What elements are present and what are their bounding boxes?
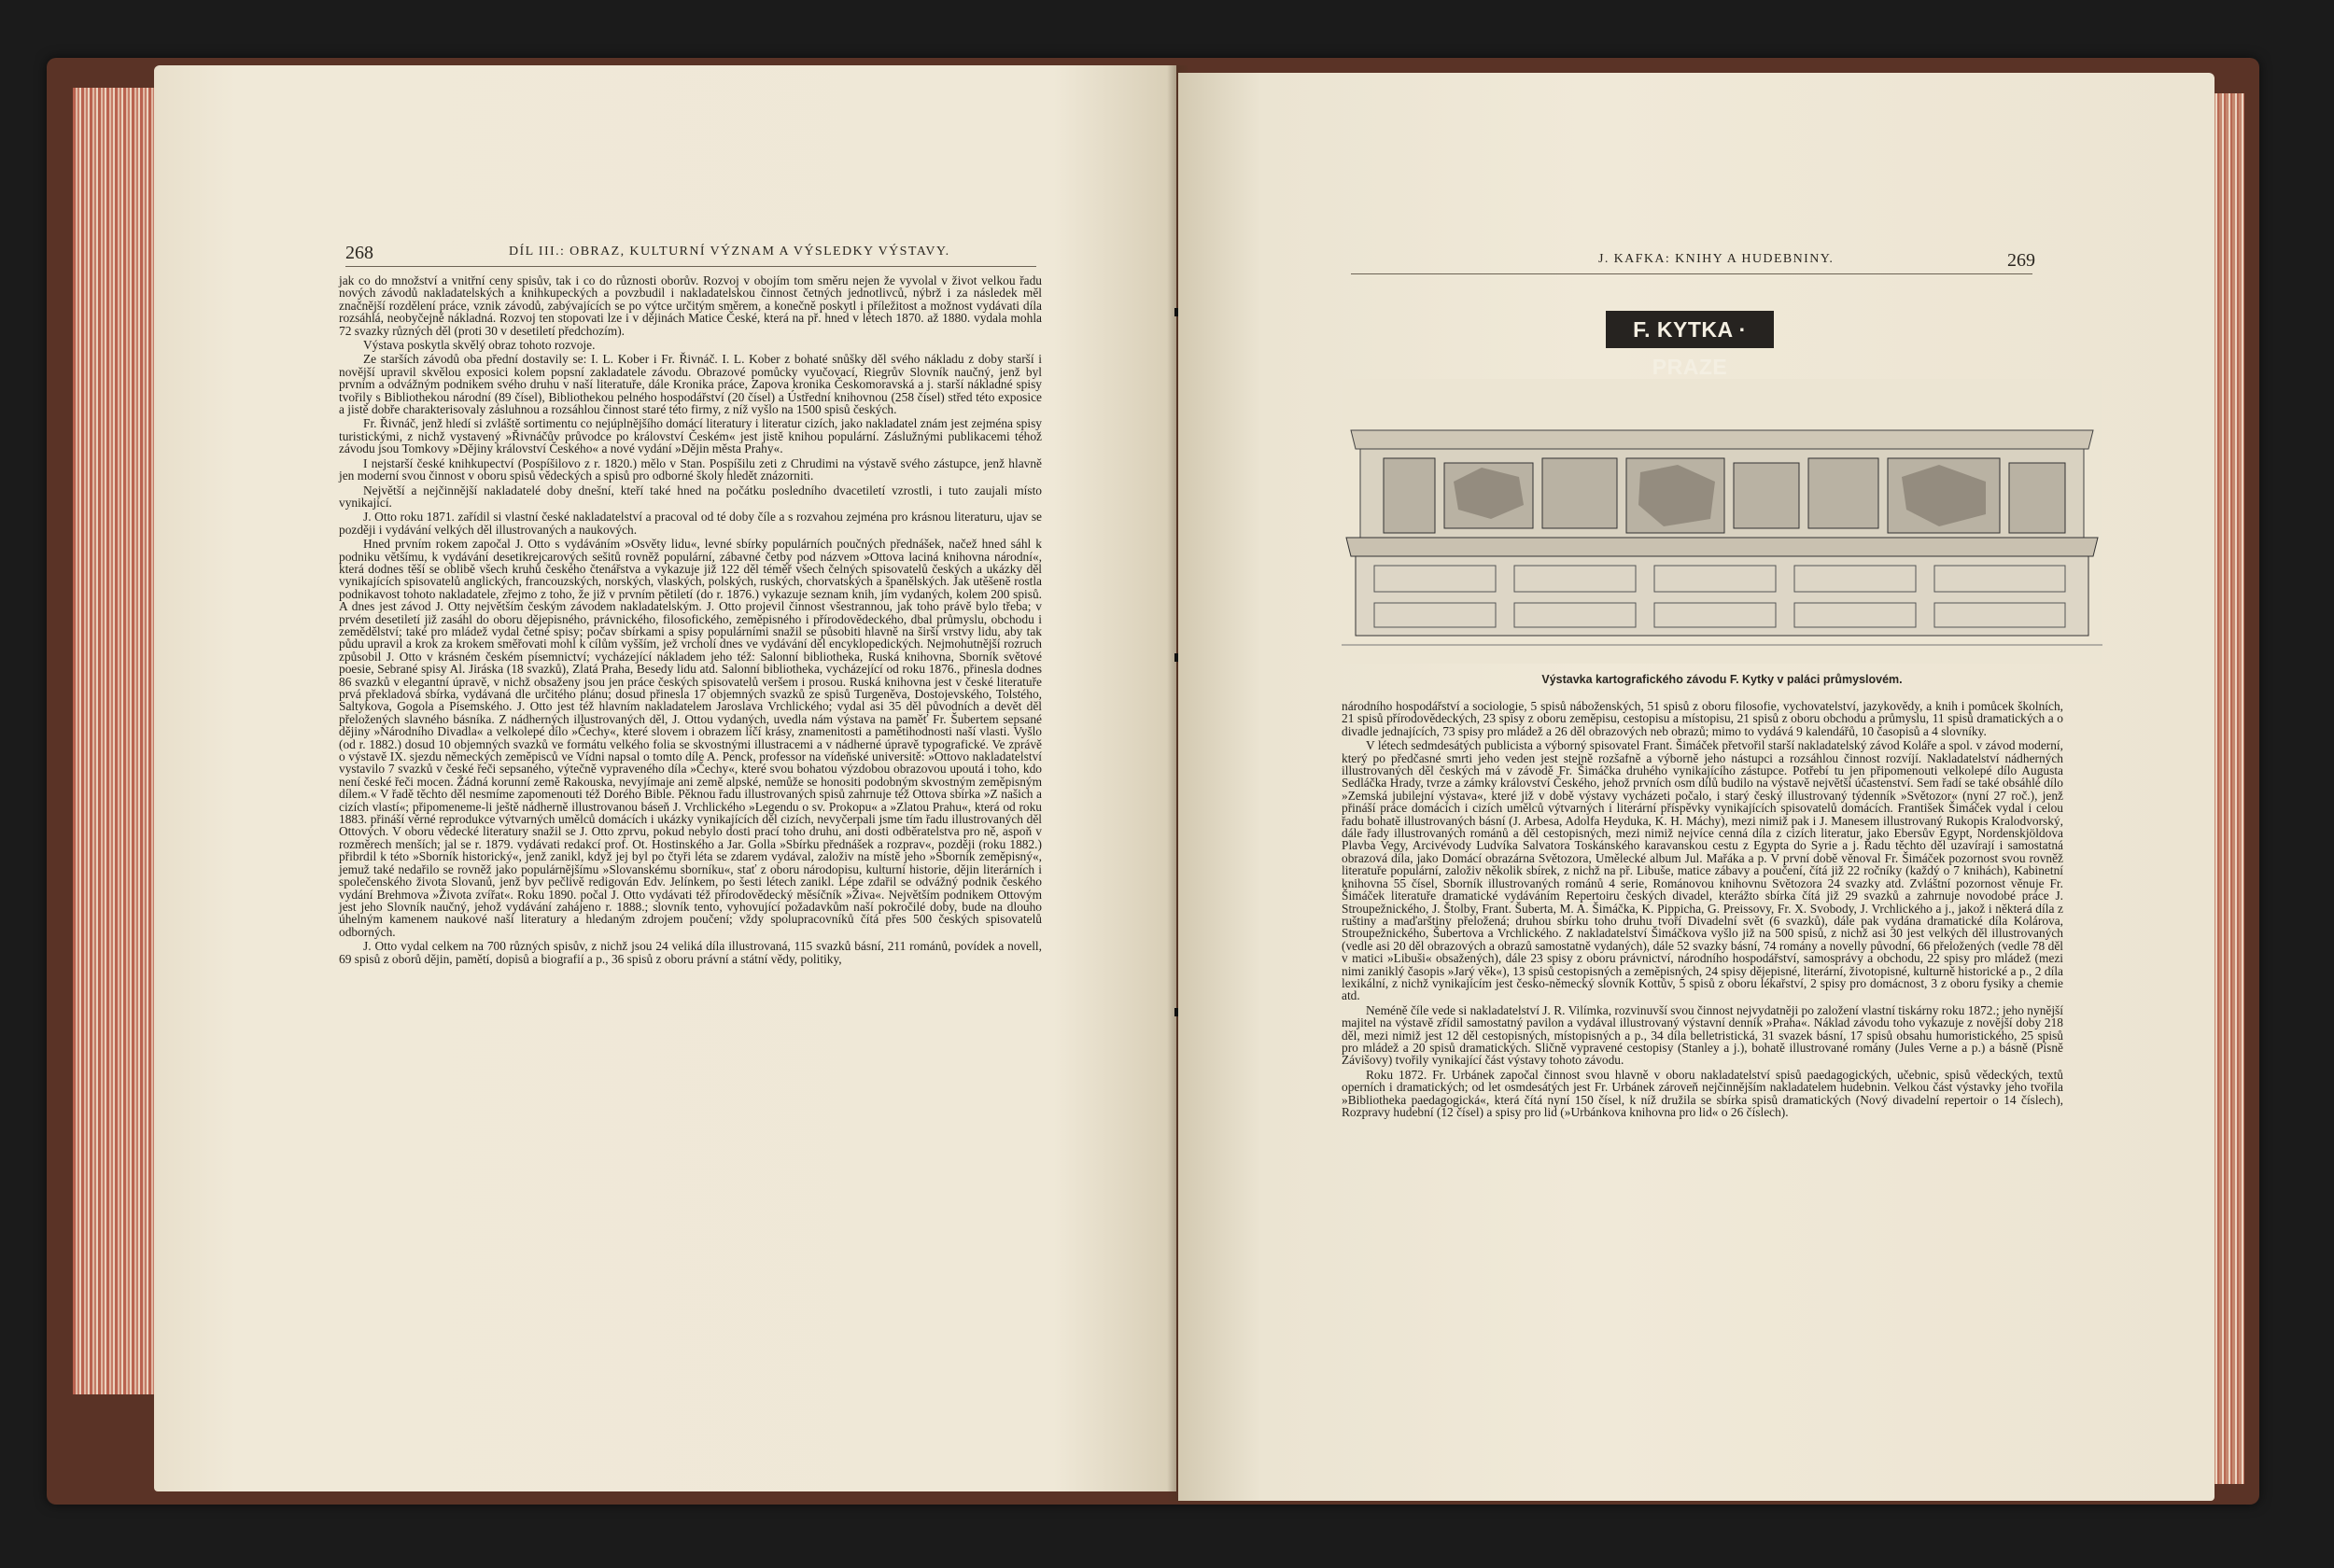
right-paragraph: národního hospodářství a sociologie, 5 spisů náboženských, 51 spisů z oboru filosofie, vychovatelství, jazykovědy, a knih i pomůcek školních, 21 spisů přírodovědeckých, 23 spisy z oboru zeměpisu, cestopisu a místopisu, 21 spisů z oboru obchodu a průmyslu, 11 spisů dramatických a o divadle jednajících, 73 spisy pro mládež a 26 děl obrazových neb obrazů; mimo to vydává 9 kalendářů, 10 časopisů a 4 slovníky. [1342, 699, 2063, 738]
left-paragraph: J. Otto vydal celkem na 700 různých spisův, z nichž jsou 24 veliká díla illustrovaná, 115 svazků básní, 211 románů, povídek a novell, 69 spisů z oborů dějin, pamětí, dopisů a biografií a p., 36 spisů z oboru právní a státní vědy, politiky, [339, 939, 1042, 966]
right-page [1178, 73, 2214, 1501]
left-text-column [339, 274, 1042, 967]
left-paragraph: Fr. Řivnáč, jenž hledí si zvláště sortimentu co nejúplnějšího domácí literatury i literatur cizích, jako nakladatel znám jest zejména spisy turistickými, z nichž vystavený »Řivnáčův průvodce po království Českém« jest jistě knihou populární. Záslužnými publikacemi téhož závodu jsou Tomkovy »Dějiny království Českého« a nové vydání »Dějin města Prahy«. [339, 416, 1042, 456]
left-page [154, 65, 1176, 1491]
exhibit-sign: F. KYTKA · PRAZE [1606, 311, 1774, 348]
left-paragraph: Největší a nejčinnější nakladatelé doby dnešní, kteří také hned na počátku posledního dvacetiletí vzrostli, i tuto zaujali místo vynikající. [339, 483, 1042, 510]
left-paragraph: Výstava poskytla skvělý obraz tohoto rozvoje. [363, 338, 596, 353]
right-running-head: J. KAFKA: KNIHY A HUDEBNINY. [1598, 252, 1835, 266]
right-paragraph: Neméně číle vede si nakladatelství J. R. Vilímka, rozvinuvší svou činnost nejvydatněji po založení vlastní tiskárny roku 1872.; jeho nynější majitel na výstavě zřídil samostatný pavilon a vydával illustrovaný výstavní denník »Praha«. Náklad závodu toho vykazuje z novější doby 218 děl, mezi nimiž jest 12 děl cestopisných, místopisných a p., 34 díla belletristická, 31 svazek básní, 17 spisů obsahu humoristického, 25 spisů pro mládež a 20 spisů dramatických. Sličně vypravené cestopisy (Stanley a j.), bohatě illustrované romány (Jules Verne a p.) a básně (Písně Závišovy) tvořily vynikající část výstavy tohoto závodu. [1342, 1002, 2063, 1068]
page-edges-right [2213, 93, 2244, 1484]
left-paragraph: Hned prvním rokem započal J. Otto s vydáváním »Osvěty lidu«, levné sbírky populárních poučných přednášek, načež hned sáhl k podniku většímu, k vydávání desetikrejcarových sešitů rovněž populární, zábavné četby pod názvem »Ottova laciná knihovna národní«, která dodnes těší se oblibě všech kruhů českého čtenářstva a vykazuje již 122 děl téměř všech čelných spisovatelů českých a ukázky děl vynikajících spisovatelů anglických, francouzských, norských, vlaských, polských, ruských, chorvatských a španělských. Jak utěšeně rostla podnikavost tohoto nakladatele, zřejmo z toho, že již v prvním pětiletí (do r. 1876.) vykazuje seznam knih, jím vydaných, kolem 200 spisů. A dnes jest závod J. Otty největším českým závodem nakladatelským. J. Otto projevil činnost všestrannou, jak toho právě bylo třeba; v prvém desetiletí již zasáhl do oboru dějepisného, právnického, filosofického, zeměpisného i přírodovědeckého, dbal průmyslu, obchodu i zemědělství; také pro mládež vydal četné spisy; počav sbírkami a spisy populárními snažil se působiti hlavně na širší vrstvy lidu, aby tak půdu upravil a krok za krokem směřovati mohl k cílům vyšším, jež vrcholí dnes ve vydávání děl encyklopedických. Nejmohutnější rozruch způsobil J. Otto v krásném českém písemnictví; vycházející nákladem jeho též: Salonní bibliotheka, Ruská knihovna, Sborník světové poesie, Sebrané spisy Al. Jiráska (18 svazků), Zlatá Praha, Besedy lidu atd. Salonní bibliotheka, vycházející od roku 1876., přinesla dodnes 86 svazků v elegantní úpravě, v nichž obsaženy jsou jen práce českých spisovatelů veršem i prosou. Ruská knihovna jest v české literatuře prvá překladová sbírka, vydávaná dle určitého plánu; dosud přinesla 17 objemných svazků ze spisů Turgeněva, Dostojevského, Tolstého, Saltykova, Gogola a Písemského. J. Otto jest též hlavním nakladatelem Jaroslava Vrchlického; vydal asi 35 děl původních a devět děl přeložených slavného básníka. Z nádherných illustrovaných děl, J. Ottou vydaných, uvedla nám výstava na paměť Fr. Šubertem sepsané dějiny »Národního Divadla« a velkolepé dílo »Čechy«, které slovem i obrazem líčí krásy, znamenitosti a pamětihodnosti naší vlasti. Vyšlo (od r. 1882.) dosud 10 objemných svazků ve formátu velkého folia se skvostnými illustracemi a v nádherné úpravě typografické. Ve zprávě o výstavě IX. sjezdu německých zeměpisců ve Vídni napsal o tomto díle A. Penck, professor na vídeňské universitě: »Ottovo nakladatelství vystavilo 7 svazků v české řeči sepsaného, výtečně vypraveného díla »Čechy«, které svou bohatou výzdobou obrazovou upoutá i toho, kdo není české řeči mocen. Žádná korunní země Rakouska, nevyjímaje ani země alpské, nemůže se honositi podobným skvostným zeměpisným dílem.« V řadě těchto děl nesmíme zapomenouti též Dorého Bible. Pěknou řadu illustrovaných spisů zahrnuje též Ottova sbírka »Z našich a cizích vlastí«; připomeneme-li ještě nádherně illustrovanou báseň J. Vrchlického »Legendu o sv. Prokopu« a »Zlatou Prahu«, která od roku 1883. přináší věrné reprodukce výtvarných umělců domácích i ukázky vynikajících děl cizích, nevyčerpali jsme tím řadu illustrovaných děl Ottových. V oboru vědecké literatury snažil se J. Otto zprvu, pokud nebylo dosti prací toho druhu, ani dosti odběratelstva pro ně, aspoň v rozměrech menších; jal se r. 1879. vydávati redakcí prof. Ot. Hostinského a Jar. Golla »Sbírku přednášek a rozprav«, později (roku 1882.) přibrdil k této »Sborník historický«, jenž zanikl, když jej byl po čtyři léta se zdarem vydával, založiv na místě jeho »Sborník zeměpisný«, jemuž také nedařilo se rovněž jako populárnějšímu »Slovanskému sborníku«, stať z oboru národopisu, kulturní historie, dějin literárních i společenského života Slovanů, jenž byv pečlivě redigován Edv. Jelínkem, po šesti létech zanikl. Lépe zdařil se odvážný podnik českého vydání Brehmova »Života zvířat«. Roku 1890. počal J. Otto vydávati též přírodovědecký měsíčník »Živa«. Největším podnikem Ottovým jest jeho Slovník naučný, jehož vydávání zahájeno r. 1888.; slovník tento, vyhovující požadavkům naší pokročilé doby, bude na dlouho úhelným kamenem naukové naší literatury a hledaným zdrojem poučení; vždy spolupracovníků čítá přes 500 českých spisovatelů odborných. [339, 537, 1042, 939]
right-page-number: 269 [2007, 250, 2035, 271]
right-header-rule [1351, 273, 2032, 274]
left-paragraph: I nejstarší české knihkupectví (Pospíšilovo z r. 1820.) mělo v Stan. Pospíšilu zeti z Chrudimi na výstavě svého zástupce, jenž hlavně jen moderní svou činnost v oboru spisů vědeckých a spisů pro odborné školy hledět znázorniti. [339, 455, 1042, 483]
page-edges-left [73, 88, 157, 1394]
left-paragraph: jak co do množství a vnitřní ceny spisův, tak i co do různosti oborův. Rozvoj v obojím tom směru nejen že vyvolal v život velkou řadu nových závodů nakladatelských a knihkupeckých a povzbudil i nakladatelskou činnost četných jednotlivců, nýbrž i za následek měl značnější rozdělení práce, vznik závodů, zabývajících se po výtce určitým směrem, a konečně poskytl i příležitost a možnost vydávati díla rozsáhlá, neobyčejně nákladná. Rozvoj ten stopovati lze i v dějinách Matice České, která na př. hned v létech 1870. až 1880. vydala mohla 72 svazky různých děl (proti 30 v desetiletí předchozím). [339, 273, 1042, 338]
right-paragraph: V létech sedmdesátých publicista a výborný spisovatel Frant. Šimáček přetvořil starší nakladatelský závod Koláře a spol. v závod moderní, který po předčasné smrti jeho veden jest stejně rozšafně a výborně jeho nástupci a rozsáhlou činnost rozvíjí. Nakladatelství nádherných illustrovaných děl českých má v závodě Fr. Šimáčka druhého vynikajícího zástupce. Potřebí tu jen připomenouti velkolepé dílo Augusta Sedláčka Hrady, tvrze a zámky království Českého, jehož prvních osm dílů budilo na výstavě největší účastenství. Sem řadí se také obsáhlé dílo »Zemská jubilejní výstava«, které již v době výstavy vycházeti počalo, i starý český illustrovaný týdenník »Světozor« (nyní 27 roč.), jenž přináší práce domácích i cizích umělců výtvarných i literární příspěvky vynikajících spisovatelů domácích. František Šimáček vydal i celou řadu bohatě illustrovaných básní (J. Arbesa, Adolfa Heyduka, K. H. Máchy), mezi nimiž pak i J. Manesem illustrovaný Rukopis Kralodvorský, dále řady illustrovaných románů a děl cestopisných, mezi nimiž nejvíce cenná díla z cizích literatur, jako Ebersův Egypt, Nordenskjöldova Plavba Vegy, Arcivévody Ludvíka Salvatora Toskánského karavanskou cestu z Egypta do Syrie a j. Řadu těchto děl uzavírají i samostatná obrazová díla, jako Domácí obrazárna Světozora, Umělecké album Jul. Mařáka a p. V první době věnoval Fr. Šimáček pozornost svou rovněž literatuře populární, založiv několik sbírek, z nichž na př. Libuše, matice zábavy a poučení, čítá již 22 ročníky (každý o 7 knihách), Kabinetní knihovna 55 čísel, Sborník illustrovaných románů 4 serie, Románovou knihovnu Světozora 24 svazky atd. Zvláštní pozornost věnuje Fr. Šimáček literatuře dramatické vydáváním Repertoiru českých divadel, kterážto sbírka čítá již 29 svazků a zahrnuje novodobé práce J. Stroupežnického, J. Štolby, Frant. Šuberta, M. A. Šimáčka, K. Pippicha, G. Preissovy, Fr. X. Svobody, J. Vrchlického a j., jakož i některá díla z ruštiny a maďarštiny přeložená; druhou sbírku toho druhu tvoří Divadelní svět (6 svazků), dále pak vydána dramatické díla Kolárova, Stroupežnického, Šubertova a Vrchlického. Z nakladatelství Šimáčkova vyšlo již na 500 spisů, z nichž asi 30 jest velkých děl illustrovaných (vedle asi 20 děl obrazových a obrazů samostatně vydaných), dále 52 svazky básní, 74 romány a novelly původní, 66 přeložených (vedle 78 děl v matici »Libuši« obsažených), dále 23 spisy z oboru právnictví, národního hospodářství, samosprávy a obchodu, 22 spisy pro mládež (mezi nimi zaniklý časopis »Jarý věk«), 13 spisů cestopisných a zeměpisných, 24 spisy dějepisné, literární, životopisné, kulturně historické a p., 2 díla lexikální, z nichž vynikajícím jest česko-německý slovník Kottův, 5 spisů z oboru lékařství, 2 spisy pro domácnost, 3 z oboru fysiky a chemie atd. [1342, 738, 2063, 1003]
left-header-rule [345, 266, 1036, 267]
right-text-column [1342, 700, 2063, 1120]
figure-caption: Výstavka kartografického závodu F. Kytky v paláci průmyslovém. [1541, 673, 1903, 686]
exhibit-illustration [1342, 379, 2102, 664]
left-paragraph: Ze starších závodů oba přední dostavily se: I. L. Kober i Fr. Řivnáč. I. L. Kober z bohaté snůšky děl svého nákladu z doby starší i novější upravil skvělou exposici kolem popsní zakladatele závodu. Obrazové pomůcky vyučovací, Riegrův Slovník naučný, jenž byl prvním a odvážným podnikem svého druhu v naší literatuře, dále Kronika práce, Zapova kronika Českomoravská a j. starší nákladné spisy tvořily s Bibliothekou národní (89 čísel), Bibliothekou pelného hospodářství (20 čísel) a Ústřední knihovnou (258 čísel) střed této exposice a jistě dobře charakterisovaly zásluhnou a rozsáhlou činnost staré této firmy, z níž vyšlo na 1500 spisů českých. [339, 352, 1042, 417]
right-paragraph: Roku 1872. Fr. Urbánek započal činnost svou hlavně v oboru nakladatelství spisů paedagogických, učebnic, spisů vědeckých, textů operních i dramatických; od let osmdesátých jest Fr. Urbánek zároveň nejčinnějším nakladatelem hudebnin. Velkou část výstavky jeho tvořila »Bibliotheka paedagogická«, která čítá nyní 150 čísel, k níž družila se sbírka spisů dramatických (Nový divadelní repertoir o 14 číslech), Rozpravy hudební (12 čísel) a spisy pro lid (»Urbánkova knihovna pro lid« o 26 číslech). [1342, 1067, 2063, 1119]
left-paragraph: J. Otto roku 1871. zařídil si vlastní české nakladatelství a pracoval od té doby číle a s rozvahou zejména pro krásnou literaturu, ujav se později i vydávání velkých děl illustrovaných a naukových. [339, 510, 1042, 537]
left-page-number: 268 [345, 243, 373, 263]
left-running-head: DÍL III.: OBRAZ, KULTURNÍ VÝZNAM A VÝSLEDKY VÝSTAVY. [509, 245, 950, 259]
